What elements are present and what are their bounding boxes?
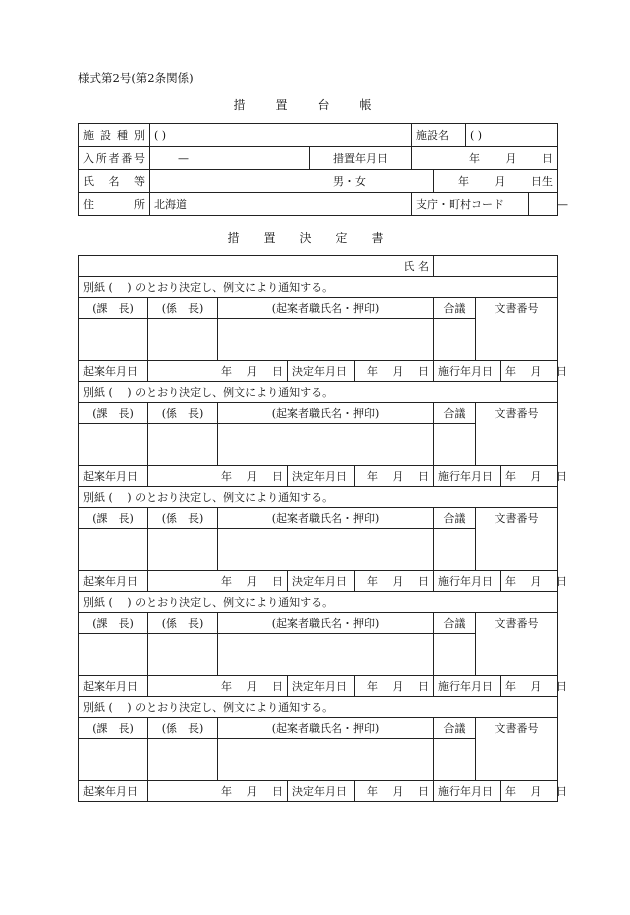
- facility-type-field[interactable]: ( ): [150, 124, 412, 147]
- ledger-row-address: [79, 193, 558, 216]
- address-label: 住所: [79, 193, 150, 216]
- consult-field[interactable]: [434, 634, 476, 676]
- decision-date-field[interactable]: 年 月 日: [367, 575, 429, 588]
- decision-text: 別紙 ( ) のとおり決定し、例文により通知する。: [79, 697, 558, 718]
- decision-date-label: 決定年月日: [288, 466, 355, 486]
- resident-no-label: 入所者番号: [79, 147, 150, 170]
- approval-blank-row: [79, 424, 558, 466]
- consult-field[interactable]: [434, 424, 476, 466]
- col-docno: 文書番号: [476, 613, 558, 634]
- docno-field[interactable]: [476, 634, 558, 676]
- col-docno: 文書番号: [476, 718, 558, 739]
- effective-date-label: 施行年月日: [434, 676, 501, 696]
- effective-date-field[interactable]: 年 月 日: [505, 575, 567, 588]
- decision-name-label: 氏 名: [79, 256, 434, 277]
- effective-date-cell: [434, 676, 567, 697]
- decision-text: 別紙 ( ) のとおり決定し、例文により通知する。: [79, 592, 558, 613]
- decision-date-cell: [288, 676, 434, 697]
- drafter-seal-field[interactable]: [218, 529, 434, 571]
- col-consult: 合議: [434, 613, 476, 634]
- col-consult: 合議: [434, 508, 476, 529]
- drafter-seal-field[interactable]: [218, 319, 434, 361]
- chief-seal-field[interactable]: [79, 424, 148, 466]
- decision-name-field[interactable]: [434, 256, 558, 277]
- draft-date-field[interactable]: 年 月 日: [148, 571, 288, 592]
- branch-code-label: 支庁・町村コード: [412, 193, 529, 215]
- draft-date-field[interactable]: 年 月 日: [148, 361, 288, 382]
- placement-date-label: 措置年月日: [310, 147, 412, 170]
- chief-seal-field[interactable]: [79, 739, 148, 781]
- approval-blank-row: [79, 634, 558, 676]
- decision-date-cell: [288, 466, 434, 487]
- effective-date-field[interactable]: 年 月 日: [505, 365, 567, 378]
- col-docno: 文書番号: [476, 298, 558, 319]
- facility-name-field[interactable]: ( ): [466, 124, 558, 147]
- col-consult: 合議: [434, 403, 476, 424]
- chief-seal-field[interactable]: [79, 319, 148, 361]
- effective-date-label: 施行年月日: [434, 571, 501, 591]
- decision-date-cell: [288, 361, 434, 382]
- decision-text-row: [79, 382, 558, 403]
- subchief-seal-field[interactable]: [148, 319, 218, 361]
- effective-date-field[interactable]: 年 月 日: [505, 785, 567, 798]
- dates-row: [79, 676, 558, 697]
- col-subchief: (係 長): [148, 403, 218, 424]
- drafter-seal-field[interactable]: [218, 424, 434, 466]
- docno-field[interactable]: [476, 529, 558, 571]
- consult-field[interactable]: [434, 529, 476, 571]
- dates-row: [79, 571, 558, 592]
- decision-text: 別紙 ( ) のとおり決定し、例文により通知する。: [79, 277, 558, 298]
- decision-date-label: 決定年月日: [288, 571, 355, 591]
- col-drafter: (起案者職氏名・押印): [218, 718, 434, 739]
- placement-date-field[interactable]: 年 月 日: [412, 147, 558, 170]
- decision-table: [78, 255, 567, 802]
- decision-date-field[interactable]: 年 月 日: [367, 680, 429, 693]
- decision-text: 別紙 ( ) のとおり決定し、例文により通知する。: [79, 487, 558, 508]
- effective-date-field[interactable]: 年 月 日: [505, 470, 567, 483]
- approval-blank-row: [79, 739, 558, 781]
- approval-blank-row: [79, 529, 558, 571]
- col-docno: 文書番号: [476, 508, 558, 529]
- col-chief: (課 長): [79, 613, 148, 634]
- effective-date-cell: [434, 361, 567, 382]
- col-drafter: (起案者職氏名・押印): [218, 298, 434, 319]
- col-chief: (課 長): [79, 298, 148, 319]
- col-consult: 合議: [434, 298, 476, 319]
- decision-date-label: 決定年月日: [288, 361, 355, 381]
- ledger-title: 措置台帳: [233, 98, 402, 112]
- name-label: 氏名等: [79, 170, 150, 193]
- decision-date-field[interactable]: 年 月 日: [367, 365, 429, 378]
- subchief-seal-field[interactable]: [148, 634, 218, 676]
- birth-date-field[interactable]: 年 月 日生: [434, 170, 558, 193]
- decision-text-row: [79, 487, 558, 508]
- draft-date-label: 起案年月日: [79, 676, 148, 697]
- col-subchief: (係 長): [148, 298, 218, 319]
- draft-date-field[interactable]: 年 月 日: [148, 466, 288, 487]
- resident-no-field[interactable]: —: [150, 147, 310, 170]
- docno-field[interactable]: [476, 739, 558, 781]
- effective-date-cell: [434, 466, 567, 487]
- ledger-table: [78, 123, 568, 216]
- col-subchief: (係 長): [148, 718, 218, 739]
- col-drafter: (起案者職氏名・押印): [218, 403, 434, 424]
- decision-text-row: [79, 592, 558, 613]
- ledger-row-name: [79, 170, 558, 193]
- approval-header-row: [79, 403, 558, 424]
- decision-date-cell: [288, 781, 434, 802]
- subchief-seal-field[interactable]: [148, 739, 218, 781]
- ledger-row-facility: [79, 124, 558, 147]
- draft-date-label: 起案年月日: [79, 466, 148, 487]
- approval-header-row: [79, 298, 558, 319]
- col-subchief: (係 長): [148, 613, 218, 634]
- effective-date-field[interactable]: 年 月 日: [505, 680, 567, 693]
- dates-row: [79, 781, 558, 802]
- col-consult: 合議: [434, 718, 476, 739]
- approval-header-row: [79, 508, 558, 529]
- chief-seal-field[interactable]: [79, 529, 148, 571]
- effective-date-label: 施行年月日: [434, 466, 501, 486]
- effective-date-cell: [434, 571, 567, 592]
- decision-date-label: 決定年月日: [288, 781, 355, 801]
- col-drafter: (起案者職氏名・押印): [218, 613, 434, 634]
- subchief-seal-field[interactable]: [148, 424, 218, 466]
- decision-text: 別紙 ( ) のとおり決定し、例文により通知する。: [79, 382, 558, 403]
- col-chief: (課 長): [79, 403, 148, 424]
- effective-date-label: 施行年月日: [434, 361, 501, 381]
- draft-date-label: 起案年月日: [79, 571, 148, 592]
- decision-date-label: 決定年月日: [288, 676, 355, 696]
- approval-header-row: [79, 613, 558, 634]
- decision-title: 措置決定書: [227, 231, 408, 245]
- gender-field[interactable]: 男・女: [150, 170, 434, 193]
- decision-text-row: [79, 277, 558, 298]
- docno-field[interactable]: [476, 319, 558, 361]
- facility-type-label: 施設種別: [79, 124, 150, 147]
- facility-name-label: 施設名: [412, 124, 466, 147]
- col-subchief: (係 長): [148, 508, 218, 529]
- col-chief: (課 長): [79, 508, 148, 529]
- form-number: 様式第2号(第2条関係): [78, 71, 194, 85]
- dates-row: [79, 361, 558, 382]
- consult-field[interactable]: [434, 739, 476, 781]
- decision-date-field[interactable]: 年 月 日: [367, 470, 429, 483]
- chief-seal-field[interactable]: [79, 634, 148, 676]
- decision-date-field[interactable]: 年 月 日: [367, 785, 429, 798]
- approval-blank-row: [79, 319, 558, 361]
- address-field[interactable]: 北海道: [150, 193, 412, 216]
- draft-date-field[interactable]: 年 月 日: [148, 781, 288, 802]
- docno-field[interactable]: [476, 424, 558, 466]
- decision-name-row: [79, 256, 558, 277]
- col-docno: 文書番号: [476, 403, 558, 424]
- decision-text-row: [79, 697, 558, 718]
- branch-code-cell: [412, 193, 568, 216]
- approval-header-row: [79, 718, 558, 739]
- decision-date-cell: [288, 571, 434, 592]
- subchief-seal-field[interactable]: [148, 529, 218, 571]
- dates-row: [79, 466, 558, 487]
- draft-date-label: 起案年月日: [79, 361, 148, 382]
- drafter-seal-field[interactable]: [218, 634, 434, 676]
- ledger-row-resident: [79, 147, 558, 170]
- draft-date-field[interactable]: 年 月 日: [148, 676, 288, 697]
- col-drafter: (起案者職氏名・押印): [218, 508, 434, 529]
- col-chief: (課 長): [79, 718, 148, 739]
- draft-date-label: 起案年月日: [79, 781, 148, 802]
- branch-code-field[interactable]: —: [557, 197, 568, 211]
- effective-date-cell: [434, 781, 567, 802]
- consult-field[interactable]: [434, 319, 476, 361]
- effective-date-label: 施行年月日: [434, 781, 501, 801]
- drafter-seal-field[interactable]: [218, 739, 434, 781]
